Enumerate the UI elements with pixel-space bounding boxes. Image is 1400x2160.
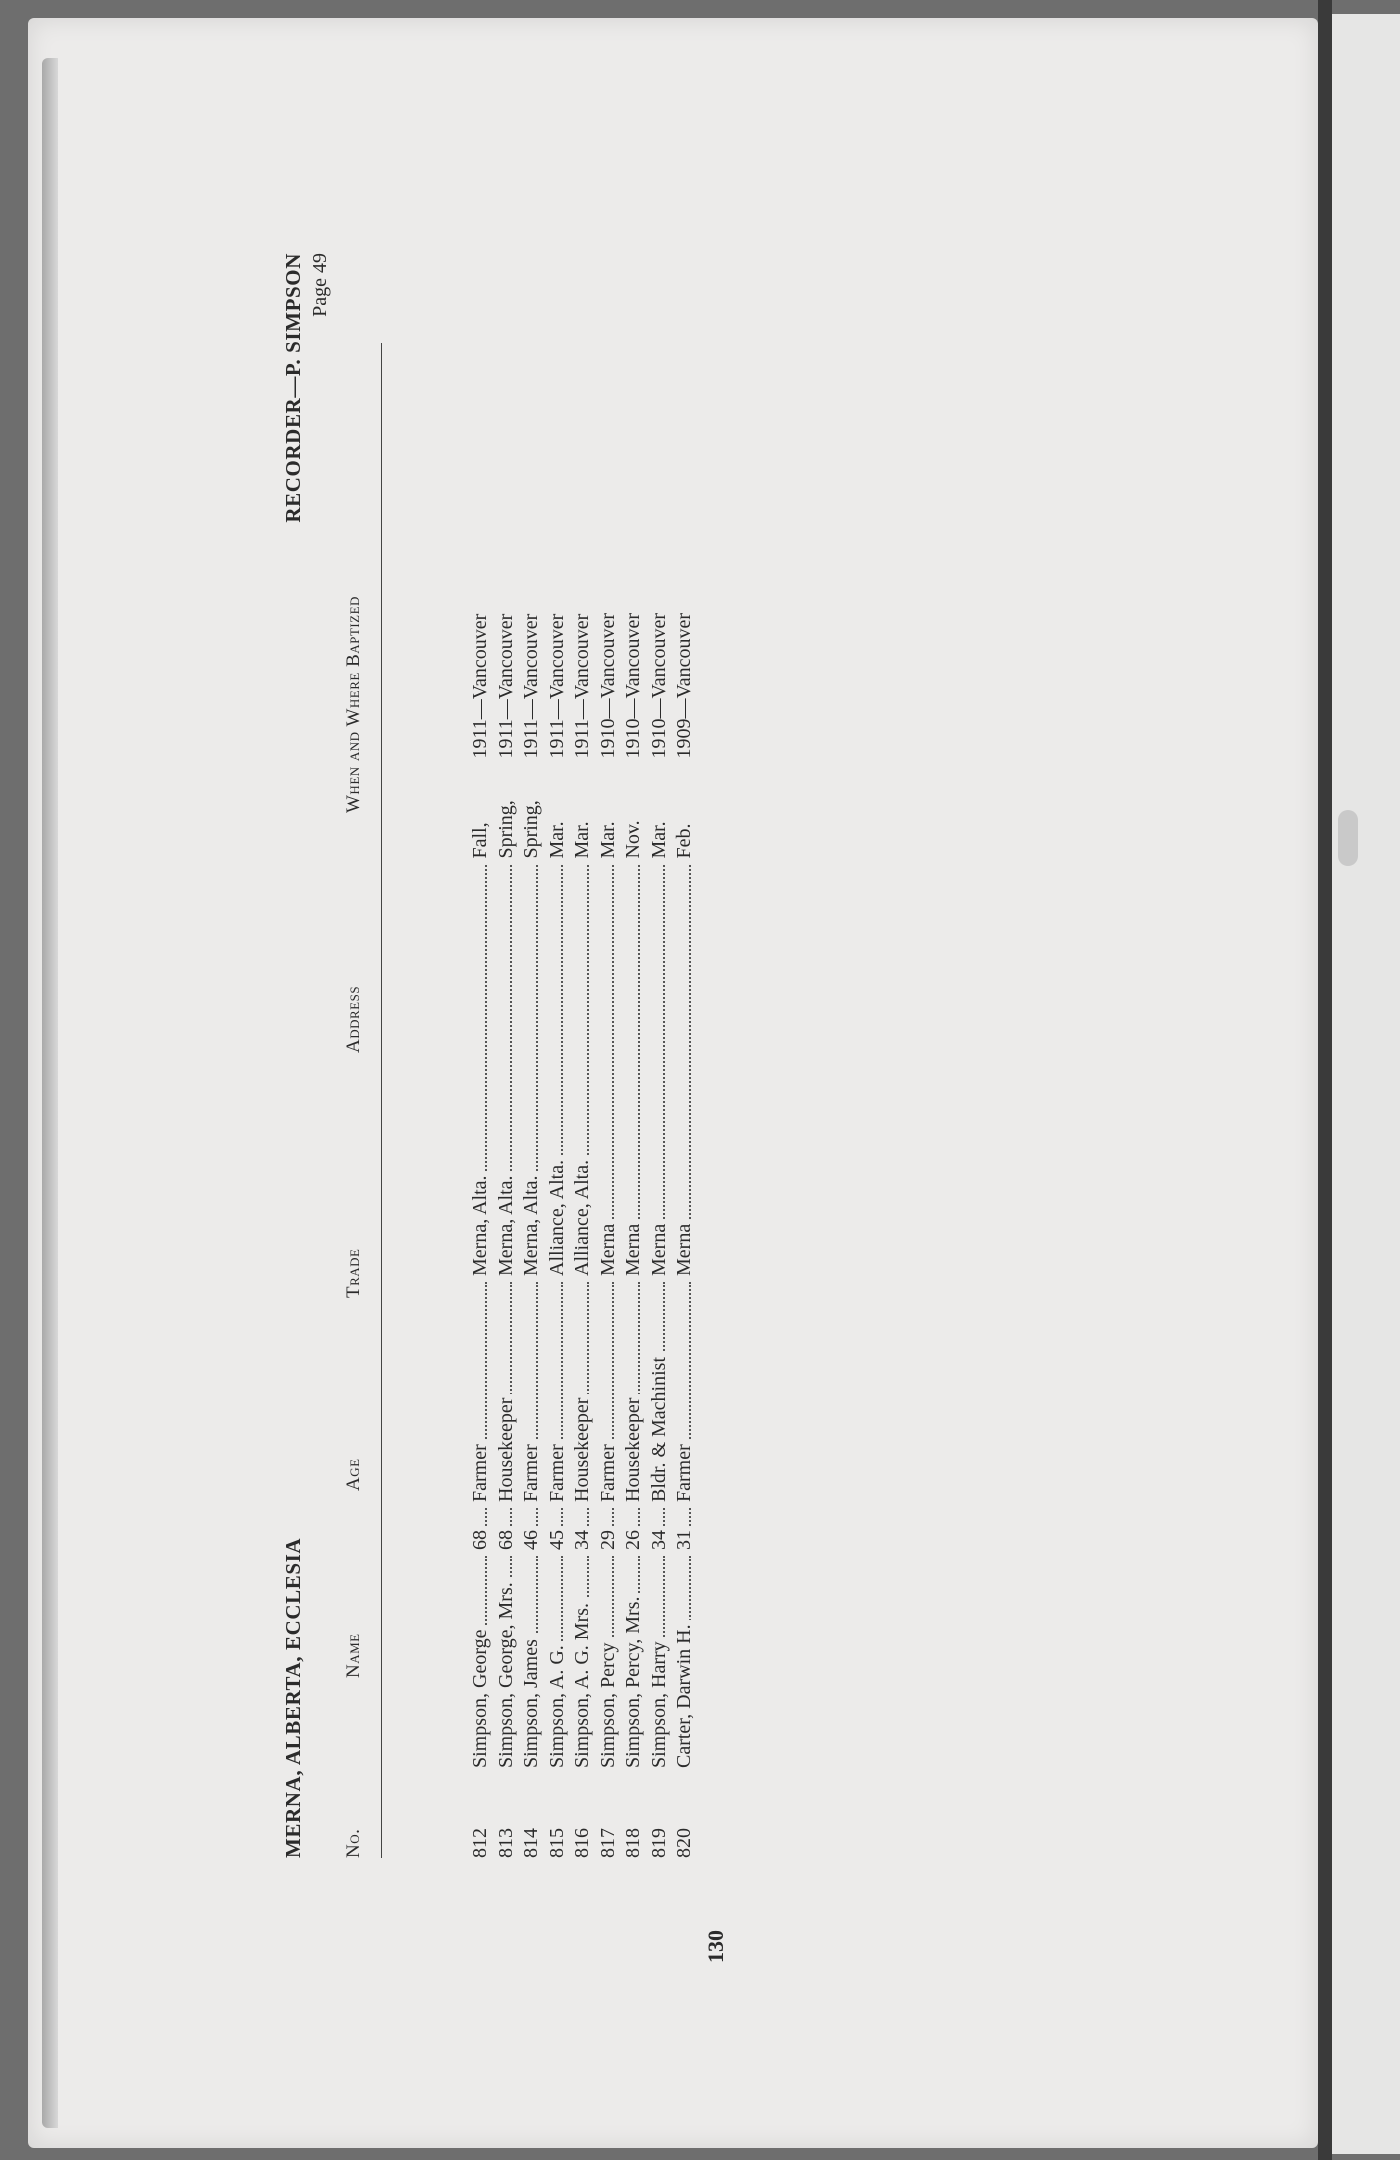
column-header-name: Name [343,1633,364,1678]
member-name [519,1550,545,1768]
member-age-text: 46 [520,1526,542,1550]
table-row [519,613,545,1858]
member-name [596,1550,622,1768]
member-address [519,859,545,1276]
baptism-when-text: Spring, [520,800,543,859]
entry-number [494,1768,520,1858]
baptism-when [621,759,647,859]
member-name [647,1550,673,1768]
member-address-text: Merna [648,1220,670,1276]
member-name [621,1550,647,1768]
member-trade [647,1276,673,1502]
member-trade [494,1276,520,1502]
member-trade-text: Farmer [469,1440,491,1502]
entry-number-text: 818 [622,1828,645,1858]
entry-number [596,1768,622,1858]
baptism-where-text: 1911—Vancouver [494,613,517,759]
baptism-when-text: Mar. [596,821,619,859]
baptism-when [494,759,520,859]
member-name-text: Simpson, Percy, Mrs. [622,1593,644,1768]
baptism-where-text: 1910—Vancouver [622,613,645,759]
member-age-text: 68 [469,1526,491,1550]
table-row [468,613,494,1858]
baptism-where-text: 1910—Vancouver [647,613,670,759]
member-address-text: Merna [622,1220,644,1276]
baptism-when-text: Mar. [571,821,594,859]
member-address-text: Merna, Alta. [469,1171,491,1276]
entry-number-text: 819 [647,1828,670,1858]
member-trade [468,1276,494,1502]
member-name-text: Simpson, Percy [597,1638,619,1768]
entry-number-text: 812 [469,1828,492,1858]
column-header-trade: Trade [343,1248,364,1298]
header-rule [381,343,382,1858]
baptism-where [647,613,673,759]
baptism-when-text: Nov. [622,820,645,859]
column-header-when-where: When and Where Baptized [343,596,364,813]
recorder-title: RECORDER—P. SIMPSON [281,253,305,523]
member-trade [519,1276,545,1502]
member-address-text: Merna, Alta. [520,1171,542,1276]
member-age-text: 26 [622,1526,644,1550]
baptism-when [468,759,494,859]
page-reference: Page 49 [309,253,331,317]
member-address [596,859,622,1276]
member-address [621,859,647,1276]
member-trade-text: Farmer [673,1440,695,1502]
baptism-where [672,613,698,759]
member-name-text: Simpson, James [520,1635,542,1768]
table-row [545,613,571,1858]
member-age [647,1502,673,1550]
column-header-address: Address [343,985,364,1053]
table-row [494,613,520,1858]
baptism-when [647,759,673,859]
member-age [596,1502,622,1550]
member-address-text: Alliance, Alta. [571,1156,593,1276]
member-trade-text: Housekeeper [622,1394,644,1502]
baptism-where [596,613,622,759]
member-name-text: Simpson, George [469,1625,491,1768]
table-row [647,613,673,1858]
member-name [494,1550,520,1768]
member-trade-text: Farmer [546,1440,568,1502]
member-age-text: 31 [673,1526,695,1550]
member-age-text: 29 [597,1526,619,1550]
baptism-where [468,613,494,759]
table-row [596,613,622,1858]
baptism-when [672,759,698,859]
entry-number [621,1768,647,1858]
member-age [545,1502,571,1550]
page-number: 130 [703,1930,728,1963]
member-address-text: Merna [673,1220,695,1276]
entry-number-text: 820 [673,1828,696,1858]
member-address [468,859,494,1276]
ecclesia-title: MERNA, ALBERTA, ECCLESIA [281,1537,305,1858]
member-name [570,1550,596,1768]
member-name-text: Carter, Darwin H. [673,1620,695,1768]
member-age-text: 45 [546,1526,568,1550]
baptism-where-text: 1911—Vancouver [520,613,543,759]
baptism-when-text: Fall, [469,822,492,859]
baptism-where [621,613,647,759]
baptism-where-text: 1911—Vancouver [469,613,492,759]
entry-number [545,1768,571,1858]
member-age [494,1502,520,1550]
entry-number-text: 813 [494,1828,517,1858]
member-age [570,1502,596,1550]
member-address-text: Merna, Alta. [495,1171,517,1276]
baptism-register-table [468,613,698,1858]
baptism-where [519,613,545,759]
member-age [672,1502,698,1550]
member-name [545,1550,571,1768]
member-age-text: 34 [648,1526,670,1550]
baptism-where-text: 1911—Vancouver [571,613,594,759]
baptism-when-text: Mar. [647,821,670,859]
book-gutter [1318,0,1332,2160]
member-trade [570,1276,596,1502]
rotated-register [273,103,1273,1963]
member-age-text: 68 [495,1526,517,1550]
entry-number-text: 815 [545,1828,568,1858]
baptism-when-text: Mar. [545,821,568,859]
member-address [672,859,698,1276]
baptism-where-text: 1910—Vancouver [596,613,619,759]
table-row [621,613,647,1858]
member-name-text: Simpson, A. G. Mrs. [571,1599,593,1768]
baptism-when [596,759,622,859]
member-trade-text: Farmer [597,1440,619,1502]
table-row [672,613,698,1858]
member-trade [596,1276,622,1502]
member-trade [621,1276,647,1502]
baptism-when-text: Feb. [673,823,696,859]
entry-number [468,1768,494,1858]
member-address [647,859,673,1276]
entry-number-text: 817 [596,1828,619,1858]
baptism-when [545,759,571,859]
member-age-text: 34 [571,1526,593,1550]
member-address [494,859,520,1276]
member-trade-text: Housekeeper [495,1394,517,1502]
member-name [672,1550,698,1768]
entry-number-text: 814 [520,1828,543,1858]
entry-number [519,1768,545,1858]
member-address [570,859,596,1276]
baptism-where [494,613,520,759]
entry-number [672,1768,698,1858]
baptism-where-text: 1909—Vancouver [673,613,696,759]
column-header-age: Age [343,1458,364,1491]
member-name-text: Simpson, George, Mrs. [495,1578,517,1768]
baptism-when-text: Spring, [494,800,517,859]
table-row [570,613,596,1858]
member-trade-text: Housekeeper [571,1394,593,1502]
entry-number [570,1768,596,1858]
facing-page [1332,14,1400,2154]
member-name [468,1550,494,1768]
member-age [519,1502,545,1550]
entry-number-text: 816 [571,1828,594,1858]
member-address [545,859,571,1276]
member-trade [545,1276,571,1502]
page-edge [42,58,58,2128]
binding-mark [1338,810,1358,866]
member-age [468,1502,494,1550]
baptism-when [519,759,545,859]
baptism-where-text: 1911—Vancouver [545,613,568,759]
entry-number [647,1768,673,1858]
book-page [28,18,1318,2148]
baptism-where [570,613,596,759]
member-trade [672,1276,698,1502]
member-name-text: Simpson, Harry [648,1637,670,1768]
member-trade-text: Farmer [520,1440,542,1502]
member-name-text: Simpson, A. G. [546,1641,568,1768]
baptism-where [545,613,571,759]
member-address-text: Alliance, Alta. [546,1156,568,1276]
baptism-when [570,759,596,859]
member-age [621,1502,647,1550]
member-address-text: Merna [597,1220,619,1276]
member-trade-text: Bldr. & Machinist [648,1353,670,1502]
column-header-no: No. [343,1828,364,1858]
